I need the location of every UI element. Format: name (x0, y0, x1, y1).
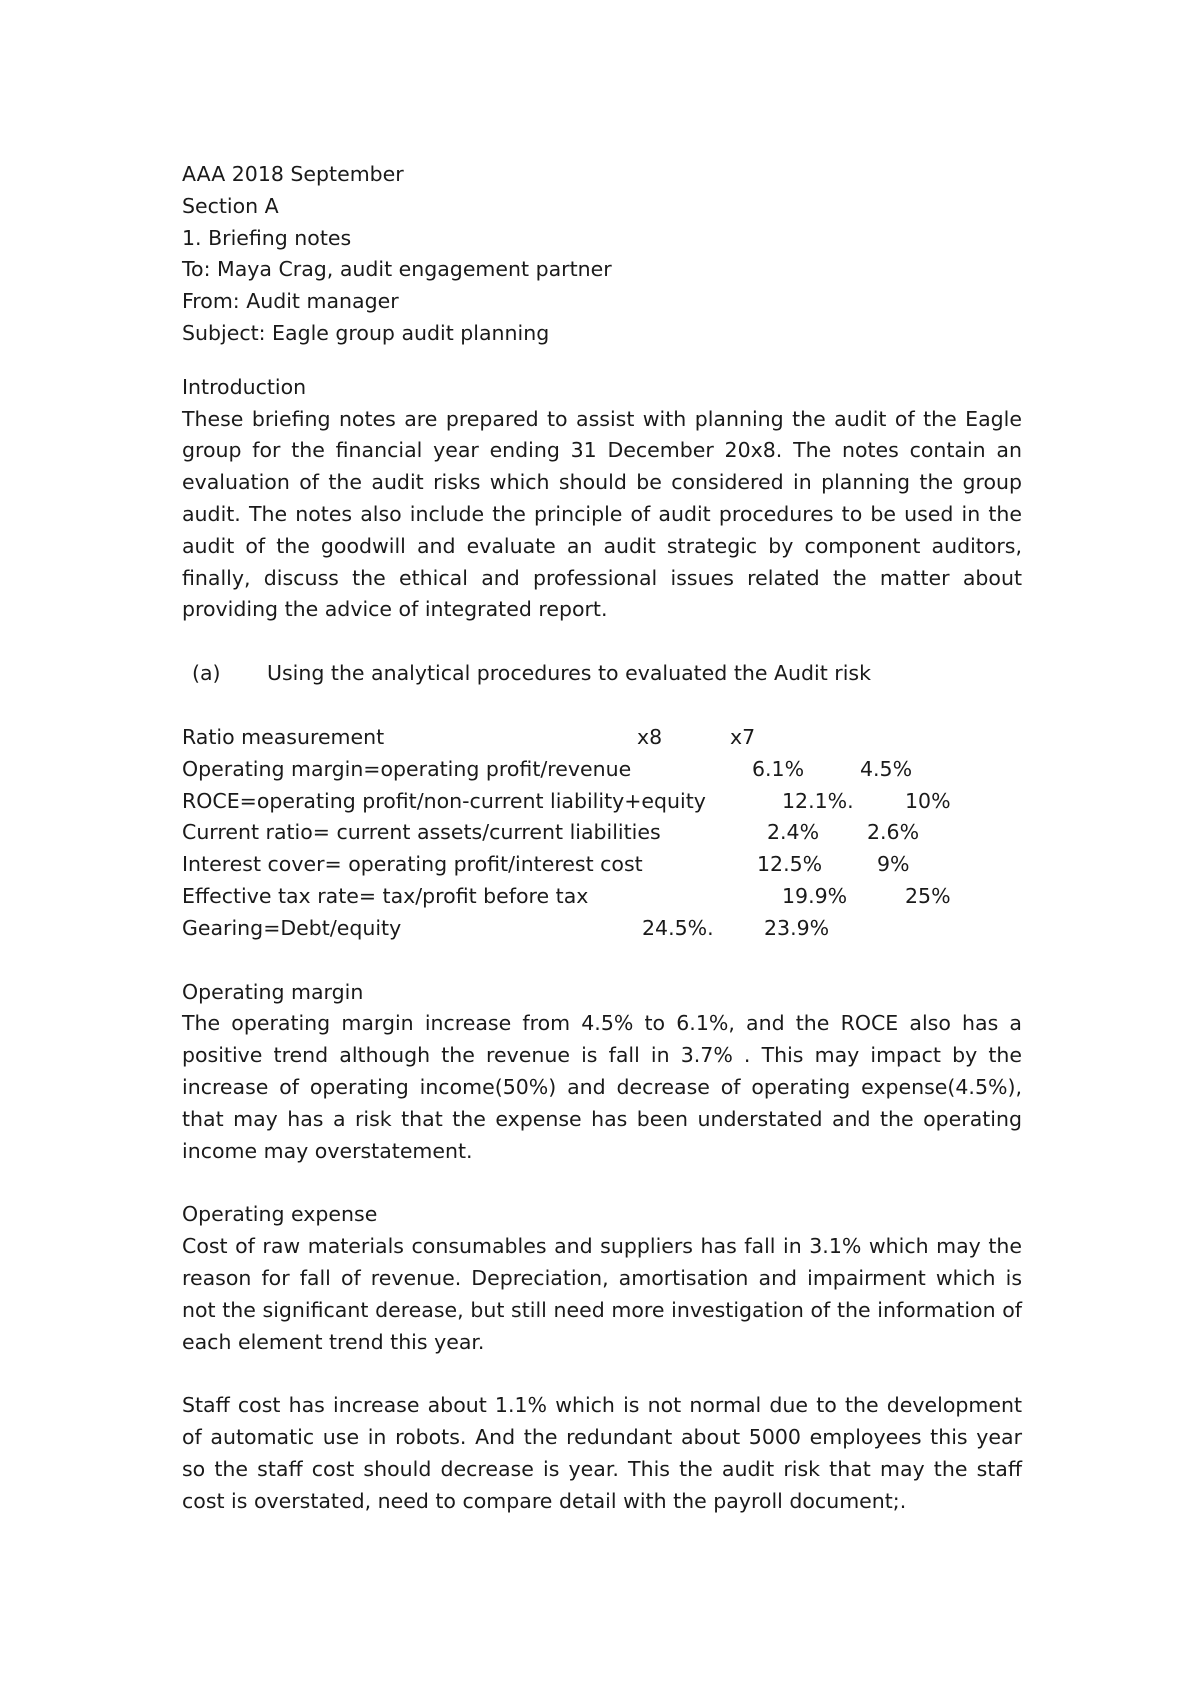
ratio-x8: 19.9% (782, 883, 848, 908)
memo-to: To: Maya Crag, audit engagement partner (182, 257, 612, 282)
ratio-label: ROCE=operating profit/non-current liability+equity (182, 788, 706, 813)
table-row (182, 913, 1022, 945)
ratio-x8: 6.1% (752, 756, 805, 781)
ratio-label: Interest cover= operating profit/interest cost (182, 852, 643, 877)
part-a-heading (182, 658, 1022, 690)
ratio-label: Gearing=Debt/equity (182, 915, 402, 940)
ratio-x7: 25% (905, 883, 951, 908)
ratio-table (182, 722, 1022, 945)
operating-expense-heading: Operating expense (182, 1202, 378, 1227)
table-row (182, 881, 1022, 913)
ratio-label: Current ratio= current assets/current liabilities (182, 820, 661, 845)
operating-margin-paragraph: The operating margin increase from 4.5% to 6.1%, and the ROCE also has a positive trend although the revenue is fall in 3.7% . This may impact by the increase of operating income(50%) and decrease of operating expense(4.5%), that may has a risk that the expense has been understated and the operating income may overstatement. (182, 1011, 1022, 1163)
ratio-x7: 4.5% (860, 756, 913, 781)
ratio-x7: 2.6% (867, 820, 920, 845)
table-row (182, 754, 1022, 786)
ratio-header-x7: x7 (730, 724, 756, 749)
ratio-x8: 2.4% (767, 820, 820, 845)
table-row (182, 786, 1022, 818)
table-row (182, 849, 1022, 881)
ratio-table-header (182, 722, 1022, 754)
ratio-x7: 10% (905, 788, 951, 813)
operating-expense-paragraph: Cost of raw materials consumables and suppliers has fall in 3.1% which may the reason for fall of revenue. Depreciation, amortisation and impairment which is not the significant derease, but still need more investigation of the information of each element trend this year. (182, 1234, 1022, 1354)
ratio-header-x8: x8 (637, 724, 663, 749)
ratio-x8: 24.5%. (642, 915, 714, 940)
staff-cost-paragraph: Staff cost has increase about 1.1% which is not normal due to the development of automatic use in robots. And the redundant about 5000 employees this year so the staff cost should decrease is year. This the audit risk that may the staff cost is overstated, need to compare detail with the payroll document;. (182, 1393, 1022, 1513)
table-row (182, 817, 1022, 849)
ratio-header-label: Ratio measurement (182, 724, 385, 749)
memo-subject: Subject: Eagle group audit planning (182, 320, 550, 345)
introduction-paragraph: These briefing notes are prepared to assist with planning the audit of the Eagle group for the financial year ending 31 December 20x8. The notes contain an evaluation of the audit risks which should be considered in planning the group audit. The notes also include the principle of audit procedures to be used in the audit of the goodwill and evaluate an audit strategic by component auditors, finally, discuss the ethical and professional issues related the matter about providing the advice of integrated report. (182, 406, 1022, 622)
document-title: AAA 2018 September (182, 162, 404, 186)
ratio-x8: 12.5% (757, 852, 823, 877)
ratio-x7: 9% (877, 852, 910, 877)
section-label: Section A (182, 193, 279, 218)
item-heading: 1. Briefing notes (182, 225, 352, 250)
document-page (182, 159, 1022, 1517)
memo-from: From: Audit manager (182, 289, 399, 314)
introduction-heading: Introduction (182, 374, 307, 399)
part-a-label: (a) (192, 661, 221, 686)
operating-margin-heading: Operating margin (182, 979, 364, 1004)
ratio-x8: 12.1%. (782, 788, 854, 813)
ratio-label: Effective tax rate= tax/profit before tax (182, 883, 589, 908)
part-a-text: Using the analytical procedures to evaluated the Audit risk (267, 661, 871, 686)
ratio-x7: 23.9% (764, 915, 830, 940)
ratio-label: Operating margin=operating profit/revenue (182, 756, 632, 781)
